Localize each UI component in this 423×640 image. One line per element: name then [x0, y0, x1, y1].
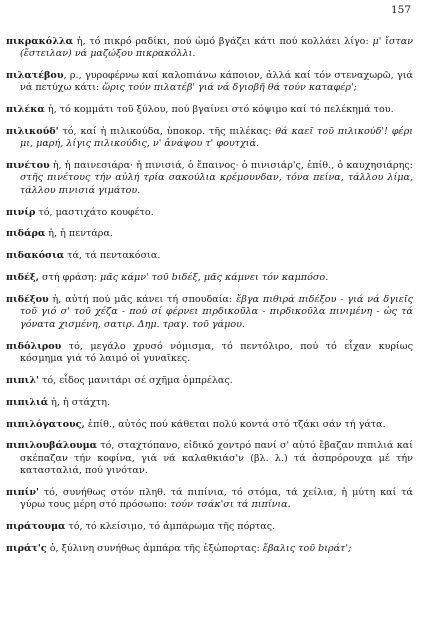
dictionary-entry	[6, 160, 413, 197]
dictionary-entry	[6, 250, 413, 262]
dictionary-entry	[6, 375, 413, 387]
entry-list	[6, 26, 413, 564]
entry-example: τούν τσάκ'σι τά πιπίνια.	[170, 499, 291, 511]
entry-headword: πιλατέβου	[6, 69, 64, 81]
entry-headword: πιδόλιρου	[6, 340, 62, 352]
entry-definition: τά, τά πεντακόσια.	[64, 250, 161, 262]
entry-definition: ἡ, τό πικρό ραδίκι, πού ὠμό βγάζει κάτι πού κολλάει λίγο:	[73, 35, 373, 47]
entry-definition: στή φράση:	[38, 272, 101, 284]
entry-definition: ἡ, ἡ πεντάρα.	[45, 228, 113, 240]
entry-headword: πιδάρα	[6, 228, 46, 240]
entry-headword: πικρακόλλα	[6, 35, 74, 47]
dictionary-entry	[6, 521, 413, 533]
entry-definition: τό, εἶδος μανιτάρι σέ σχῆμα ὀμπρέλας.	[39, 374, 233, 386]
entry-headword: πιλέκα	[6, 103, 45, 115]
entry-headword: πιπιλόγατους,	[6, 418, 85, 430]
entry-definition: τό, καί ἡ πιλικούδα, ὑποκορ. τῆς πιλέκας:	[58, 125, 276, 137]
entry-headword: πιπιλ'	[6, 374, 39, 386]
page-number: 157	[390, 4, 411, 16]
entry-definition: , ρ., γυροφέρνω καί καλοπιάνω κάποιον, ἀλλά καί τόν στεναχωρῶ, γιά νά πετύχω κάτι:	[20, 69, 413, 94]
dictionary-entry	[6, 104, 413, 116]
dictionary-entry	[6, 272, 413, 284]
entry-example: ἔβγα πιθιρά πιδέξου - γιά νά δγιεῖς τοῦ γιό σ' τοῦ χέζα - πού σί φέρνει πιρδικοῦλα - πιρδικοῦλα πινιμένη - ὡς τά γόνατα χισμένη, σατιρ. Δημ. τραγ. τοῦ γάμου.	[20, 294, 413, 330]
entry-example: στῆς πινέτους τήν αὐλή τρία σακούλια κρέμουνδαν, τόνα πείνα, τάλλου λίμα, τάλλου πινισιά γιμάτου.	[20, 172, 413, 196]
entry-definition: ἐπίθ., αὐτός πού κάθεται πολύ κοντά στό τζάκι σάν τή γάτα.	[84, 418, 386, 430]
entry-example: μᾶς κάμν' τοῦ bιδέξ, μᾶς κάμνει τόν καμπόσο.	[100, 272, 329, 284]
entry-headword: πιλικούδ'	[6, 125, 59, 137]
entry-example: ὥρις τούν πιλατέβ' γιά νά δγιοβῆ θά τούν καταφέρ';	[102, 82, 357, 94]
dictionary-entry	[6, 543, 413, 555]
dictionary-entry	[6, 126, 413, 151]
dictionary-entry	[6, 228, 413, 240]
entry-example: ἔβαλις τοῦ bιράτ';	[262, 543, 352, 554]
entry-definition: τό, τό κλείσιμο, τό ἀμπάρωμα τῆς πόρτας.	[65, 521, 276, 533]
dictionary-entry	[6, 341, 413, 366]
entry-definition: τό, συνήθως στόν πληθ. τά πιπίνια, τό στόμα, τά χείλια, ἡ μύτη καί τά γύρω τους μέρη στό πρόσωπο:	[20, 486, 413, 511]
entry-definition: τό, σταχτόπανο, εἰδικό χοντρό πανί σ' αὐτό ἔβαζαν πιπιλιά καί σκέπαζαν τήν κοφίνα, γιά νά καλαθκιάσ'ν (βλ. λ.) τά ἀσπρόρουχα μέ τήν κατασταλιά, πού γινόταν.	[20, 440, 413, 477]
entry-definition: ὁ, ξύλινη συνήθως ἀμπάρα τῆς ἐξώπορτας:	[46, 543, 263, 554]
dictionary-entry	[6, 397, 413, 409]
entry-example: θά καεῖ τοῦ πιλικούδ'! φέρι μι, μαρή, λίγις πιλικούδις, ν' ἀνάψου τ' φουτχιά.	[20, 125, 413, 150]
entry-definition: ἡ, αὐτή πού μᾶς κάνει τή σπουδαία:	[48, 294, 237, 306]
entry-headword: πιδέξου	[6, 294, 49, 306]
entry-headword: πιπιλιά	[6, 396, 49, 408]
entry-headword: πιράτουμα	[6, 521, 66, 533]
entry-headword: πιπίν'	[6, 486, 39, 498]
entry-headword: πιδέξ,	[6, 272, 39, 284]
dictionary-entry	[6, 36, 413, 61]
entry-headword: πινέτου	[6, 160, 50, 172]
entry-definition: ἡ, ἡ στάχτη.	[48, 396, 111, 408]
dictionary-entry	[6, 487, 413, 512]
entry-headword: πινίρ	[6, 206, 36, 218]
entry-definition: ἡ, τό κομμάτι τοῦ ξύλου, πού βγαίνει στό κόψιμο καί τό πελέκημά του.	[44, 103, 394, 115]
entry-headword: πιδακόσια	[6, 250, 65, 262]
entry-example: μ' ἴσταν (ἔστειλαν) νά μαζώξου πικρακόλλι.	[20, 35, 413, 59]
entry-definition: τό, μαστιχάτο κουφέτο.	[35, 206, 154, 218]
entry-definition: ἡ, ἡ παινεσιάρα· ἡ πινισιά, ὁ ἔπαινος· ὁ πινισιάρ'ς, ἐπίθ., ὁ καυχησιάρης:	[49, 160, 413, 172]
dictionary-entry	[6, 419, 413, 431]
dictionary-entry	[6, 440, 413, 477]
entry-headword: πιράτ'ς	[6, 543, 47, 554]
dictionary-entry	[6, 207, 413, 219]
entry-headword: πιπιλουβάλουμα	[6, 440, 98, 452]
entry-definition: τό, μεγάλο χρυσό νόμισμα, τό πεντόλιρο, πού τό εἶχαν κυρίως κόσμημα γιά τό λαιμό οἱ γυναῖκες.	[20, 340, 413, 364]
dictionary-entry	[6, 294, 413, 331]
dictionary-entry	[6, 70, 413, 95]
